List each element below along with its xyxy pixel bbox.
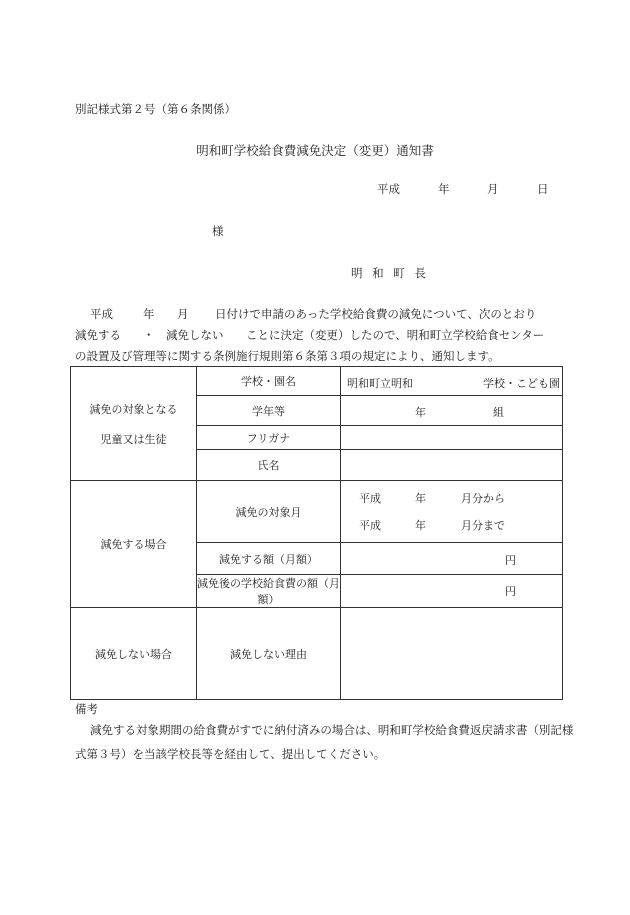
option-separator: ・: [143, 328, 155, 342]
name-value: [341, 450, 563, 481]
reason-label: 減免しない理由: [197, 608, 341, 700]
target-label-line-2: 児童又は生徒: [100, 432, 167, 446]
date-era: 平成: [377, 182, 400, 196]
body-line-3: の設置及び管理等に関する条例施行規則第６条第３項の規定により、通知します。: [75, 349, 500, 363]
to-month: 月分まで: [461, 519, 505, 532]
date-year: 年: [438, 182, 450, 196]
body-era: 平成: [90, 307, 113, 321]
school-prefix: 明和町立明和: [347, 377, 413, 390]
school-suffix: 学校・こども園: [483, 377, 560, 390]
reason-value: [341, 608, 563, 700]
to-year: 年: [415, 519, 426, 532]
date-month: 月: [487, 182, 499, 196]
school-label: 学校・園名: [197, 367, 341, 396]
furigana-value: [341, 426, 563, 450]
grade-value: [341, 396, 563, 426]
amount-unit: 円: [505, 554, 516, 567]
from-month: 月分から: [461, 492, 505, 505]
after-amount-value: [341, 575, 563, 608]
remarks-line-1: 減免する対象期間の給食費がすでに納付済みの場合は、明和町学校給食費返戻請求書（別記様: [90, 723, 574, 737]
issuer: 明 和 町 長: [351, 266, 429, 280]
furigana-label: フリガナ: [197, 426, 341, 450]
name-label: 氏名: [197, 450, 341, 481]
body-month: 月: [177, 307, 189, 321]
amount-value: [341, 543, 563, 575]
amount-label: 減免する額（月額）: [197, 543, 341, 575]
body-line-1-rest: 日付けで申請のあった学校給食費の減免について、次のとおり: [215, 307, 537, 321]
form-label: 別記様式第２号（第６条関係）: [75, 102, 236, 116]
option-not-reduce: 減免しない: [166, 328, 224, 342]
remarks-title: 備考: [75, 702, 98, 716]
after-amount-unit: 円: [505, 585, 516, 598]
to-era: 平成: [359, 519, 381, 532]
document-title: 明和町学校給食費減免決定（変更）通知書: [196, 143, 434, 158]
school-value: [341, 367, 563, 396]
not-reduce-case-label: 減免しない場合: [71, 608, 197, 700]
decision-table: [70, 366, 563, 700]
target-student-label: [71, 367, 197, 481]
date-day: 日: [537, 182, 549, 196]
after-amount-label: 減免後の学校給食費の額（月額）: [197, 575, 341, 608]
reduce-case-label: 減免する場合: [71, 481, 197, 608]
body-year: 年: [143, 307, 155, 321]
addressee-suffix: 様: [212, 224, 224, 238]
target-label-line-1: 減免の対象となる: [89, 402, 178, 416]
remarks-line-2: 式第３号）を当該学校長等を経由して、提出してください。: [75, 747, 386, 761]
grade-class: 組: [493, 406, 504, 419]
option-reduce: 減免する: [75, 328, 121, 342]
months-label: 減免の対象月: [197, 481, 341, 543]
grade-year: 年: [415, 406, 426, 419]
months-value: [341, 481, 563, 543]
from-era: 平成: [359, 492, 381, 505]
from-year: 年: [415, 492, 426, 505]
body-line-2-rest: ことに決定（変更）したので、明和町立学校給食センター: [246, 328, 545, 342]
grade-label: 学年等: [197, 396, 341, 426]
